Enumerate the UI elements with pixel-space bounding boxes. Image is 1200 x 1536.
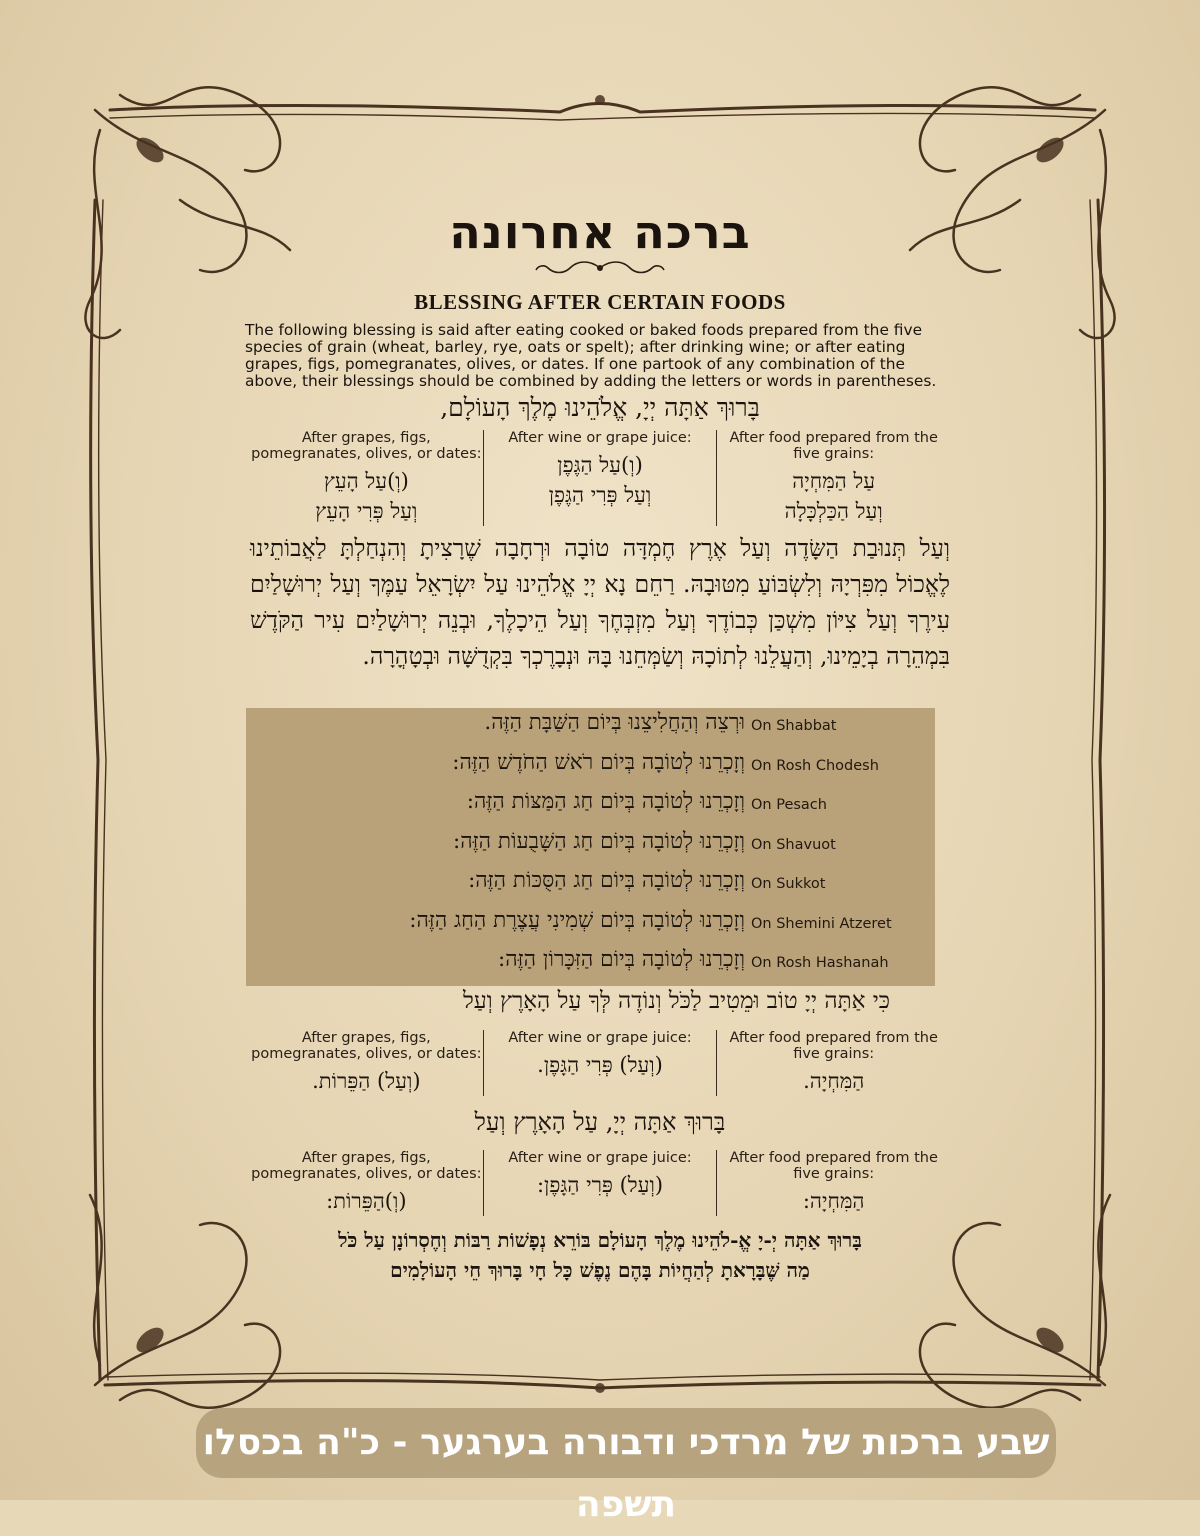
insertion-row-shemini-atzeret bbox=[246, 906, 935, 945]
caption-grapes-figs: After grapes, figs, pomegranates, olives, or dates: bbox=[251, 1030, 482, 1062]
borei-nefashot-blessing bbox=[220, 1225, 980, 1285]
insertion-row-rosh-chodesh bbox=[246, 748, 935, 787]
insertion-row-shabbat bbox=[246, 708, 935, 747]
dedication-banner-text: שבע ברכות של מרדכי ודבורה בערגער - כ"ה בכסלו תשפה bbox=[202, 1422, 1050, 1525]
insertion-label: On Rosh Hashanah bbox=[751, 955, 889, 971]
food-type-columns-2 bbox=[250, 1030, 950, 1096]
insertion-label: On Shabbat bbox=[751, 718, 837, 734]
column-grains bbox=[717, 430, 950, 526]
hebrew-line: (וְ)הַפֵּרוֹת: bbox=[326, 1189, 407, 1213]
column-wine bbox=[483, 1150, 718, 1216]
hebrew-line: (וְ)עַל הָעֵץ bbox=[323, 469, 409, 493]
caption-wine: After wine or grape juice: bbox=[508, 1030, 692, 1046]
insertion-label: On Rosh Chodesh bbox=[751, 758, 879, 774]
holiday-insertions-box bbox=[246, 708, 935, 986]
column-grapes-figs bbox=[250, 1030, 483, 1096]
main-blessing-paragraph: וְעַל תְּנוּבַת הַשָּׂדֶה וְעַל אֶרֶץ חֶמְדָּה טוֹבָה וּרְחָבָה שֶׁרָצִיתָ וְהִנְחַלְתָּ לַאֲבוֹתֵינוּ לֶאֱכוֹל מִפִּרְיָהּ וְלִשְׂבּוֹעַ מִטּוּבָהּ. רַחֵם נָא יְיָ אֱלֹהֵינוּ עַל יִשְׂרָאֵל עַמֶּךָ וְעַל יְרוּשָׁלַיִם עִירֶךָ וְעַל צִיּוֹן מִשְׁכַּן כְּבוֹדֶךָ וְעַל מִזְבְּחֶךָ וְעַל הֵיכָלֶךָ, וּבְנֵה יְרוּשָׁלַיִם עִיר הַקֹּדֶשׁ בִּמְהֵרָה בְיָמֵינוּ, וְהַעֲלֵנוּ לְתוֹכָהּ וְשַׂמְּחֵנוּ בָּהּ וּנְבָרֶכְךָ בִּקְדֻשָּׁה וּבְטָהֳרָה. bbox=[250, 534, 950, 670]
intro-instructions: The following blessing is said after eating cooked or baked foods prepared from the five species of grain (wheat, barley, rye, oats or spelt); after drinking wine; or after eating grapes, figs, pomegranates, olives, or dates. If one partook of any combination of the above, their blessings should be combined by adding the letters or words in parentheses. bbox=[245, 321, 937, 390]
insertion-text: וְזָכְרֵנוּ לְטוֹבָה בְּיוֹם שְׁמִינִי עֲצֶרֶת הַחַג הַזֶּה: bbox=[409, 908, 745, 933]
column-grains bbox=[717, 1150, 950, 1216]
hebrew-line: וְעַל פְּרִי הָעֵץ bbox=[315, 499, 418, 523]
caption-grapes-figs: After grapes, figs, pomegranates, olives, or dates: bbox=[251, 1150, 482, 1182]
column-grapes-figs bbox=[250, 1150, 483, 1216]
title-flourish-ornament bbox=[530, 258, 670, 278]
caption-grains: After food prepared from the five grains: bbox=[729, 430, 938, 462]
insertion-text: וְזָכְרֵנוּ לְטוֹבָה בְּיוֹם רֹאשׁ הַחֹדֶשׁ הַזֶּה: bbox=[452, 750, 745, 775]
insertion-label: On Shemini Atzeret bbox=[751, 916, 892, 932]
hebrew-line: וְעַל פְּרִי הַגֶּפֶן bbox=[548, 483, 652, 507]
caption-grains: After food prepared from the five grains: bbox=[729, 1150, 938, 1182]
hebrew-line: (וְ)עַל הַגֶּפֶן bbox=[557, 453, 643, 477]
insertion-label: On Pesach bbox=[751, 797, 827, 813]
column-wine bbox=[483, 430, 718, 526]
insertion-row-shavuot bbox=[246, 827, 935, 866]
continuation-line: כִּי אַתָּה יְיָ טוֹב וּמֵטִיב לַכֹּל וְנוֹדֶה לְּךָ עַל הָאָרֶץ וְעַל bbox=[463, 988, 890, 1014]
hebrew-line: (וְעַל) הַפֵּרוֹת. bbox=[312, 1069, 421, 1093]
insertion-text: וְזָכְרֵנוּ לְטוֹבָה בְּיוֹם חַג הַסֻּכּוֹת הַזֶּה: bbox=[468, 868, 745, 893]
hebrew-line: הַמִּחְיָה: bbox=[802, 1189, 865, 1213]
caption-wine: After wine or grape juice: bbox=[508, 1150, 692, 1166]
insertion-row-sukkot bbox=[246, 866, 935, 905]
insertion-text: וְזָכְרֵנוּ לְטוֹבָה בְּיוֹם חַג הַמַּצּוֹת הַזֶּה: bbox=[466, 789, 745, 814]
column-grains bbox=[717, 1030, 950, 1096]
concluding-blessing-line: בָּרוּךְ אַתָּה יְיָ, עַל הָאָרֶץ וְעַל bbox=[474, 1108, 726, 1136]
caption-grains: After food prepared from the five grains: bbox=[729, 1030, 938, 1062]
insertion-text: וּרְצֵה וְהַחֲלִיצֵנוּ בְּיוֹם הַשַּׁבָּת הַזֶּה. bbox=[484, 710, 745, 735]
column-grapes-figs bbox=[250, 430, 483, 526]
insertion-text: וְזָכְרֵנוּ לְטוֹבָה בְּיוֹם חַג הַשָּׁבֻעוֹת הַזֶּה: bbox=[453, 829, 745, 854]
subtitle: BLESSING AFTER CERTAIN FOODS bbox=[414, 290, 786, 314]
caption-grapes-figs: After grapes, figs, pomegranates, olives, or dates: bbox=[251, 430, 482, 462]
hebrew-line: וְעַל הַכַּלְכָּלָה bbox=[784, 499, 883, 523]
closing-line-1: בָּרוּךְ אַתָּה יְ-יָ אֱ-לֹהֵינוּ מֶלֶךְ הָעוֹלָם בּוֹרֵא נְפָשׁוֹת רַבּוֹת וְחֶסְרוֹנָן עַל כֹּל bbox=[338, 1228, 862, 1252]
insertion-label: On Shavuot bbox=[751, 837, 836, 853]
page-title: ברכה אחרונה bbox=[449, 205, 751, 259]
insertion-label: On Sukkot bbox=[751, 876, 826, 892]
hebrew-line: (וְעַל) פְּרִי הַגָּפֶן: bbox=[536, 1173, 664, 1197]
closing-line-2: מַה שֶּׁבָּרָאתָ לְהַחֲיוֹת בָּהֶם נֶפֶשׁ כָּל חָי בָּרוּךְ חֵי הָעוֹלָמִים bbox=[390, 1258, 810, 1282]
hebrew-line: (וְעַל) פְּרִי הַגָּפֶן. bbox=[537, 1053, 663, 1077]
opening-blessing: בָּרוּךְ אַתָּה יְיָ, אֱלֹהֵינוּ מֶלֶךְ הָעוֹלָם, bbox=[440, 393, 760, 422]
insertion-text: וְזָכְרֵנוּ לְטוֹבָה בְּיוֹם הַזִּכָּרוֹן הַזֶּה: bbox=[498, 947, 745, 972]
column-wine bbox=[483, 1030, 718, 1096]
insertion-row-rosh-hashanah bbox=[246, 945, 935, 984]
insertion-row-pesach bbox=[246, 787, 935, 826]
hebrew-line: עַל הַמִּחְיָה bbox=[792, 469, 876, 493]
hebrew-line: הַמִּחְיָה. bbox=[803, 1069, 865, 1093]
food-type-columns-1 bbox=[250, 430, 950, 526]
caption-wine: After wine or grape juice: bbox=[508, 430, 692, 446]
food-type-columns-3 bbox=[250, 1150, 950, 1216]
